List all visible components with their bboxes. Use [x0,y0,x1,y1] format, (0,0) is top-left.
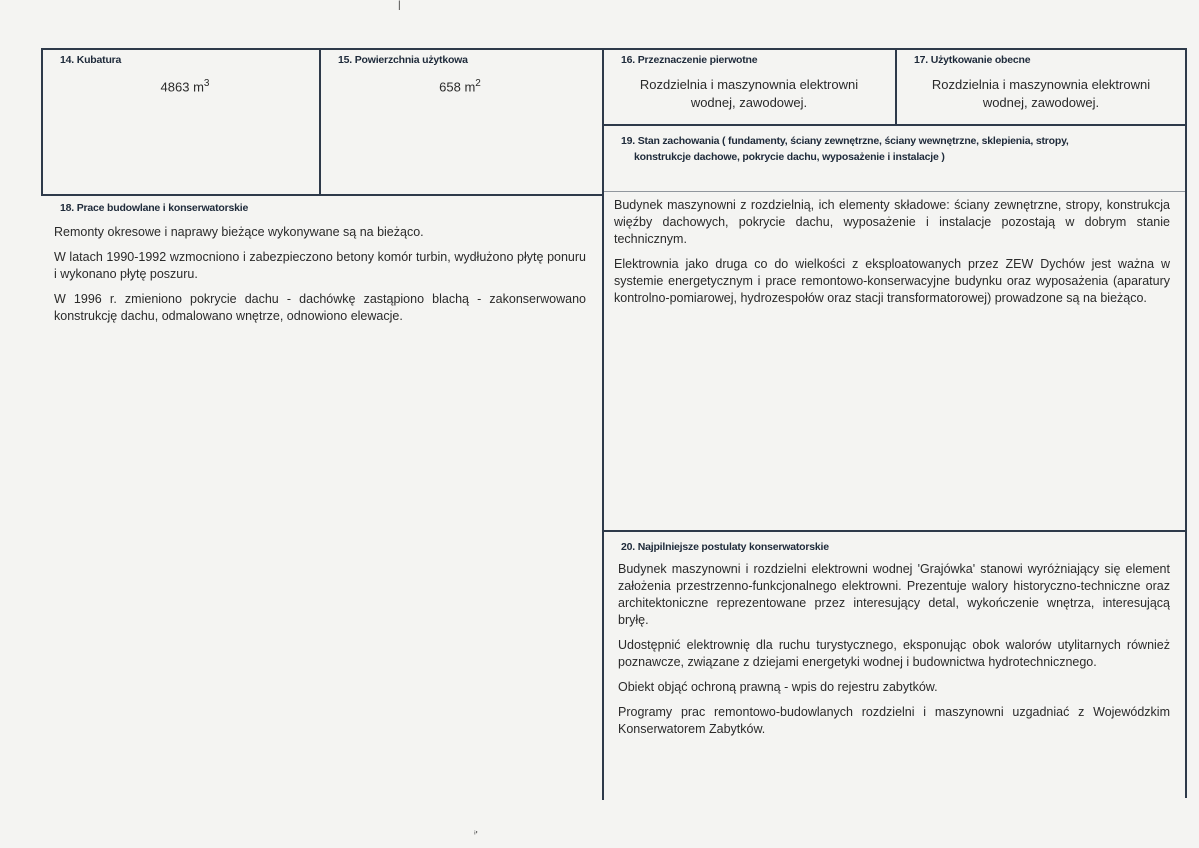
divider-14-15 [319,48,321,196]
divider-16-17 [895,48,897,125]
divider-main-vertical [602,48,604,800]
rule-above-20 [602,530,1187,532]
rule-above-19-text [602,191,1187,192]
rule-under-14-15 [41,194,604,196]
powierzchnia-value: 658 m [439,79,476,95]
section-18-body [54,224,586,333]
powierzchnia-unit-exponent: 2 [475,78,481,89]
section-18-paragraph: W latach 1990-1992 wzmocniono i zabezpieczono betony komór turbin, wydłużono płytę ponuru i wykonano płytę poszuru. [54,250,586,281]
section-20-body [618,561,1170,746]
outer-left-border [41,48,43,196]
section-20-paragraph: Obiekt objąć ochroną prawną - wpis do rejestru zabytków. [618,680,938,694]
section-16-header: 16. Przeznaczenie pierwotne [621,54,758,66]
section-20-paragraph: Udostępnić elektrownię dla ruchu turystycznego, eksponując obok walorów utylitarnych również poznawcze, związane z dziejami energetyki wodnej i budownictwa hydrotechnicznego. [618,638,1170,669]
section-20-paragraph: Programy prac remontowo-budowlanych rozdzielni i maszynowni uzgadniać z Wojewódzkim Konserwatorem Zabytków. [618,705,1170,736]
section-19-header-line2: konstrukcje dachowe, pokrycie dachu, wyposażenie i instalacje ) [634,151,945,163]
section-17-value: Rozdzielnia i maszynownia elektrowni wodnej, zawodowej. [931,77,1151,110]
section-19-body [614,197,1170,315]
section-14-value [140,78,230,94]
scan-mark-bottom: ⁱ' [474,830,478,841]
section-15-header: 15. Powierzchnia użytkowa [338,54,468,66]
outer-top-border [41,48,1186,50]
section-19-header-line1: 19. Stan zachowania ( fundamenty, ściany zewnętrzne, ściany wewnętrzne, sklepienia, stropy, [621,135,1069,147]
outer-right-border [1185,48,1187,798]
scan-mark-top: | [398,0,401,11]
section-15-value [420,78,500,94]
section-18-paragraph: Remonty okresowe i naprawy bieżące wykonywane są na bieżąco. [54,225,424,239]
section-20-paragraph: Budynek maszynowni i rozdzielni elektrowni wodnej 'Grajówka' stanowi wyróżniający się element założenia przestrzenno-funkcjonalnego elektrowni. Prezentuje walory historyczno-techniczne oraz architektoniczne reprezentowane przez interesujący detal, wykończenie wnętrza, interesującą bryłę. [618,562,1170,627]
section-14-header: 14. Kubatura [60,54,122,66]
section-19-paragraph: Elektrownia jako druga co do wielkości z eksploatowanych przez ZEW Dychów jest ważna w systemie energetycznym i prace remontowo-konserwacyjne budynku oraz wyposażenia (aparatury kontrolno-pomiarowej, hydrozespołów oraz stacji transformatorowej) prowadzone są na bieżąco. [614,257,1170,305]
kubatura-unit-exponent: 3 [203,78,210,89]
section-18-header: 18. Prace budowlane i konserwatorskie [60,202,249,214]
kubatura-value: 4863 m [160,79,204,95]
section-17-header: 17. Użytkowanie obecne [914,54,1031,66]
section-20-header: 20. Najpilniejsze postulaty konserwatorskie [621,541,829,553]
section-18-paragraph: W 1996 r. zmieniono pokrycie dachu - dachówkę zastąpiono blachą - zakonserwowano konstrukcję dachu, odmalowano wnętrze, odnowiono elewacje. [54,292,586,323]
section-16-value: Rozdzielnia i maszynownia elektrowni wodnej, zawodowej. [639,77,859,110]
section-19-paragraph: Budynek maszynowni z rozdzielnią, ich elementy składowe: ściany zewnętrzne, stropy, konstrukcja więźby dachowych, pokrycie dachu, wyposażenie i instalacje pozostają w dobrym stanie technicznym. [614,198,1170,246]
rule-under-16-17 [602,124,1187,126]
